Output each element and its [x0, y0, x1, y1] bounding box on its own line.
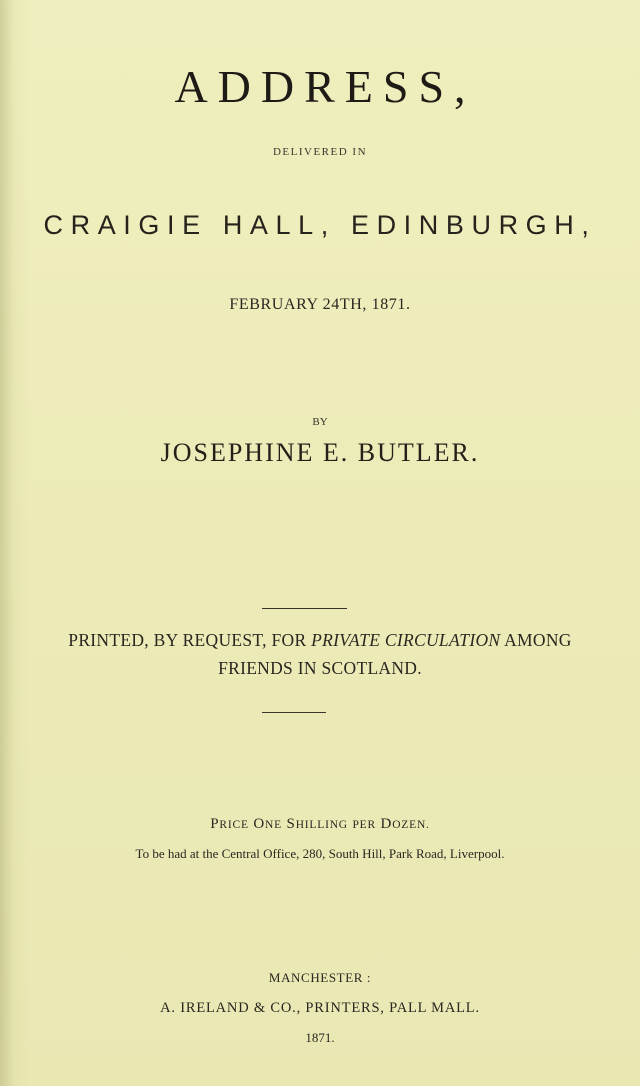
author-name: JOSEPHINE E. BUTLER. — [160, 438, 480, 467]
printing-note-line-1 — [0, 630, 640, 651]
divider-rule — [262, 712, 326, 713]
delivered-in-label: DELIVERED IN — [272, 146, 368, 158]
delivery-date: FEBRUARY 24TH, 1871. — [229, 296, 411, 313]
imprint-city: MANCHESTER : — [268, 970, 372, 985]
by-label: BY — [312, 416, 328, 428]
price-word: PRICE — [210, 816, 249, 832]
document-title: ADDRESS, — [174, 61, 476, 112]
printing-note-text-end: AMONG — [500, 630, 572, 650]
price-word: PER — [352, 819, 376, 831]
price-word: DOZEN. — [380, 816, 430, 832]
divider-rule — [262, 608, 347, 609]
imprint-year: 1871. — [305, 1030, 335, 1045]
printing-note-line-2: FRIENDS IN SCOTLAND. — [218, 658, 422, 678]
price-line — [0, 816, 640, 833]
imprint-printer: A. IRELAND & CO., PRINTERS, PALL MALL. — [160, 1000, 480, 1016]
availability-note: To be had at the Central Office, 280, South Hill, Park Road, Liverpool. — [135, 846, 505, 861]
private-circulation-text: PRIVATE CIRCULATION — [311, 630, 501, 650]
printing-note-text: PRINTED, BY REQUEST, FOR — [68, 630, 312, 650]
venue: CRAIGIE HALL, EDINBURGH, — [43, 210, 597, 240]
price-word: SHILLING — [286, 816, 348, 832]
price-word: ONE — [253, 816, 282, 832]
